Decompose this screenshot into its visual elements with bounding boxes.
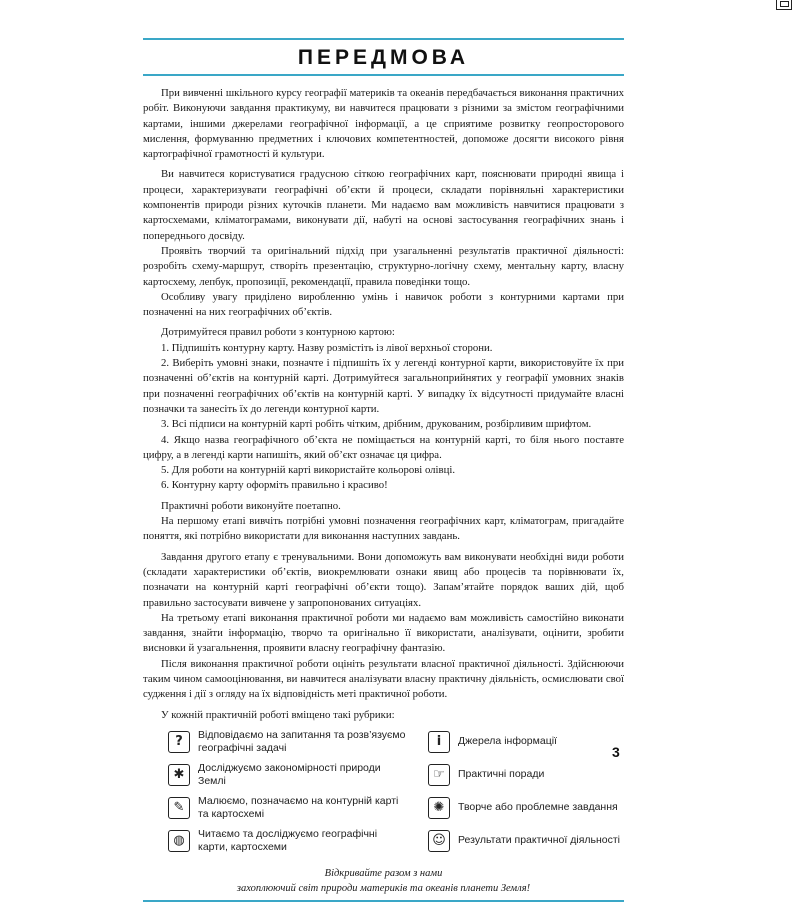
rubrics-grid [168, 729, 624, 854]
title-divider [143, 74, 624, 76]
spark-icon: ✺ [428, 797, 450, 819]
rubric-label: Творче або проблемне завдання [458, 801, 618, 814]
stage-paragraph: Завдання другого етапу є тренувальними. Вони допоможуть вам виконувати необхідні види роботи (складати характеристики об’єктів, виокремлювати ознаки явищ або процесів та порівнювати їх, позначати на контурній карті географічні об’єкти тощо). Запам’ятайте порядок ваших дій, щоб правильно застосувати вивчене у запропонованих ситуаціях. [143, 550, 624, 609]
rubric-drawing [168, 795, 408, 821]
paragraph: Проявіть творчий та оригінальний підхід при узагальненні результатів практичної діяльності: розробіть схему-маршрут, створіть презентацію, структурно-логічну схему, ментальну карту, власну картосхему, лепбук, пропозиції, рекомендації, правила поведінки тощо. [143, 244, 624, 288]
page-title: ПЕРЕДМОВА [297, 46, 470, 69]
rubric-label: Відповідаємо на запитання та розв’язуємо географічні задачі [198, 728, 406, 754]
rule-item: 2. Виберіть умовні знаки, позначте і підпишіть їх у легенді контурної карти, використовуйте їх при позначенні об’єктів на контурній карті. Дотримуйтеся загальноприйнятих у географії умовних знаків при позначенні географічних об’єктів на контурній карті. У випадку їх відсутності придумайте власні позначки та занесіть їх до легенди контурної карти. [143, 357, 624, 415]
rule-item: 6. Контурну карту оформіть правильно і красиво! [161, 479, 388, 492]
rubric-practical-tips [428, 762, 648, 788]
top-divider [143, 38, 624, 40]
rubric-label: Практичні поради [458, 768, 545, 781]
paragraph: Ви навчитеся користуватися градусною сіткою географічних карт, пояснювати природні явища і процеси, характеризувати географічні об’єкти й процеси, складати порівняльні характеристики компонентів природи різних куточків планети. Ми надаємо вам можливість навчитися працювати з картосхемами, кліматограмами, виконувати дії, набуті на основі застосування географічних знань і попереднього досвіду. [143, 168, 624, 242]
stages-intro: Практичні роботи виконуйте поетапно. [161, 499, 341, 512]
rules-intro: Дотримуйтеся правил роботи з контурною картою: [161, 326, 395, 339]
rubric-label: Джерела інформації [458, 735, 557, 748]
pencil-icon: ✎ [168, 797, 190, 819]
rule-item: 3. Всі підписи на контурній карті робіть чітким, дрібним, друкованим, розбірливим шрифтом. [161, 418, 592, 431]
research-icon: ✱ [168, 764, 190, 786]
stage-paragraph: На першому етапі вивчіть потрібні умовні позначення географічних карт, кліматограм, пригадайте поняття, які потрібно використати для виконання наступних завдань. [143, 515, 624, 543]
rubric-label: Досліджуємо закономірності природи Землі [198, 761, 381, 787]
rubric-research [168, 762, 408, 788]
question-icon: ? [168, 731, 190, 753]
rubric-label: Малюємо, позначаємо на контурній карті та картосхемі [198, 794, 399, 820]
closing-slogan [143, 866, 624, 896]
rule-item: 4. Якщо назва географічного об’єкта не поміщається на контурній карті, то біля нього поставте цифру, а в легенді карти напишіть, який об’єкт означає ця цифра. [143, 433, 624, 461]
closing-line: захоплюючий світ природи материків та океанів планети Земля! [236, 882, 531, 894]
page-number: 3 [612, 744, 620, 760]
body-text [143, 86, 624, 723]
stage-paragraph: На третьому етапі виконання практичної роботи ми надаємо вам можливість самостійно виконати завдання, знайти інформацію, творчо та оригінально її використати, аналізувати, оцінити, зробити висновки й узагальнення, проявити власну географічну фантазію. [143, 611, 624, 655]
pointing-hand-icon: ☞ [428, 764, 450, 786]
rubric-maps [168, 828, 408, 854]
rubrics-intro: У кожній практичній роботі вміщено такі рубрики: [161, 708, 395, 721]
smile-icon: ☺ [428, 830, 450, 852]
rule-item: 5. Для роботи на контурній карті використайте кольорові олівці. [161, 464, 456, 477]
rubric-results [428, 828, 648, 854]
preface-page [143, 38, 624, 902]
closing-line: Відкривайте разом з нами [324, 867, 443, 879]
rubric-questions [168, 729, 408, 755]
paragraph: Особливу увагу приділено виробленню умінь і навичок роботи з контурними картами при позначенні на них географічних об’єктів. [143, 290, 624, 319]
stage-paragraph: Після виконання практичної роботи оцініть результати власної практичної діяльності. Здійснюючи таким чином самооцінювання, ви навчитеся аналізувати власну практичну діяльність, осмислювати свої судження і дії з огляду на їх відповідність меті практичної роботи. [143, 657, 624, 701]
paragraph: При вивченні шкільного курсу географії материків та океанів передбачається виконання практичних робіт. Виконуючи завдання практикуму, ви навчитеся працювати з різними за змістом географічними картами, іншими джерелами географічної інформації, а це сприятиме розвитку геопросторового мислення, формуванню предметних і ключових компетентностей, допоможе досягти високого рівня картографічної грамотності й культури. [143, 87, 624, 161]
info-icon: i [428, 731, 450, 753]
rubric-label: Читаємо та досліджуємо географічні карти, картосхеми [198, 827, 378, 853]
rubric-label: Результати практичної діяльності [458, 834, 621, 847]
corner-book-icon [776, 0, 792, 10]
globe-icon: ◍ [168, 830, 190, 852]
rule-item: 1. Підпишіть контурну карту. Назву розмістіть із лівої верхньої сторони. [161, 341, 493, 354]
rubric-creative-task [428, 795, 648, 821]
